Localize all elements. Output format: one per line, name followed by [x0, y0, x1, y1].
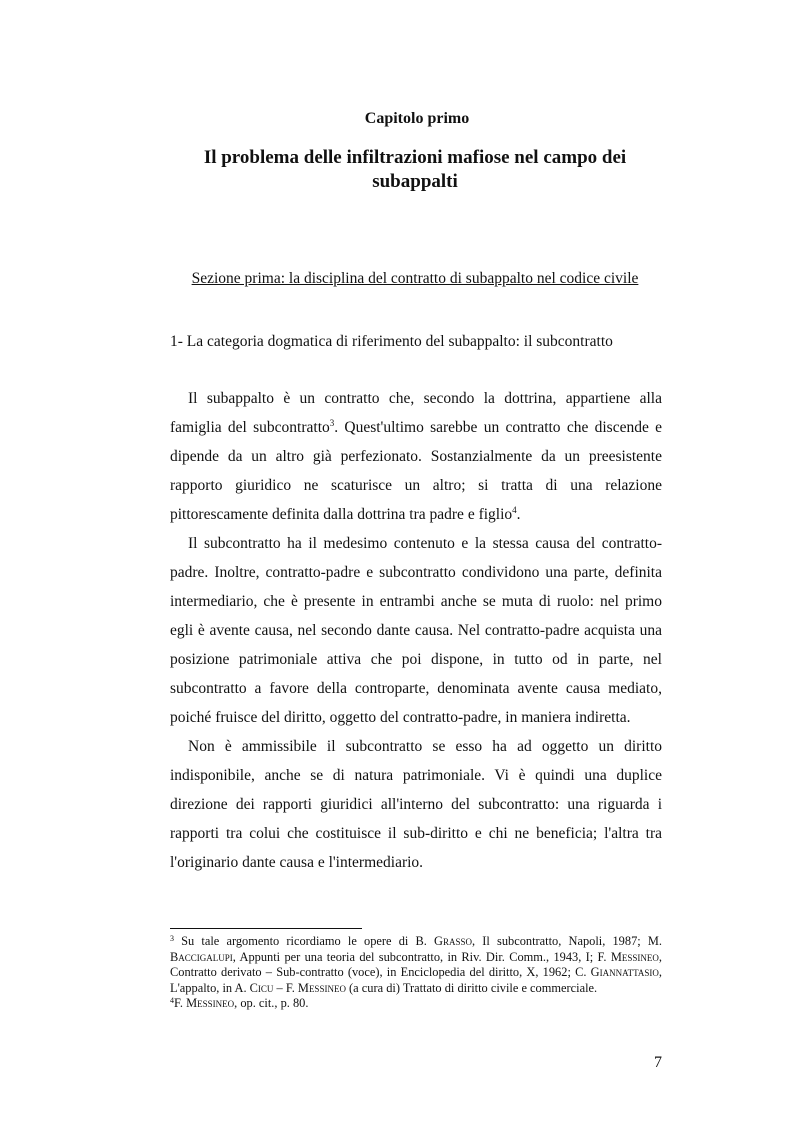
- footnote-separator: [170, 928, 362, 929]
- paragraph-1-text-c: .: [516, 506, 521, 523]
- author-name: Messineo: [186, 996, 235, 1011]
- paragraph-2: Il subcontratto ha il medesimo contenuto e la stessa causa del contratto-padre. Inoltre, contratto-padre e subcontratto condividono una parte, definita intermediario, che è presente in entrambi anche se muta di ruolo: nel primo egli è avente causa, nel secondo dante causa. Nel contratto-padre acquista una posizione patrimoniale attiva che poi dispone, in tutto od in parte, nel subcontratto a favore della controparte, denominata avente causa mediato, poiché fruisce del diritto, oggetto del contratto-padre, in maniera indiretta.: [170, 535, 662, 726]
- section-title: Sezione prima: la disciplina del contratto di subappalto nel codice civile: [191, 270, 639, 287]
- page-number: 7: [654, 1054, 662, 1071]
- paragraph-1-text-b: . Quest'ultimo sarebbe un contratto che discende e dipende da un altro già perfezionato. Sostanzialmente da un preesistente rapporto giuridico ne scaturisce un altro; si tratta di una relazione pittorescamente definita dalla dottrina tra padre e figlio: [170, 419, 662, 523]
- footnote-3-text: , L'appalto, in A.: [170, 965, 662, 995]
- footnote-ref-4: 4: [512, 505, 517, 515]
- footnote-3-text: – F.: [273, 980, 298, 995]
- footnote-3-mark: 3: [170, 934, 174, 943]
- footnote-3-text: , Appunti per una teoria del subcontratto, in Riv. Dir. Comm., 1943, I; F.: [232, 949, 611, 964]
- chapter-title: Il problema delle infiltrazioni mafiose nel campo dei subappalti: [203, 147, 627, 192]
- footnote-3: [170, 934, 662, 996]
- author-name: Giannattasio: [590, 965, 659, 980]
- author-name: Messineo: [297, 980, 346, 995]
- paragraph-1: [170, 384, 662, 529]
- chapter-label: Capitolo primo: [364, 110, 470, 127]
- footnote-3-text: , Il subcontratto, Napoli, 1987; M.: [472, 934, 662, 948]
- footnote-4-text: F.: [174, 996, 187, 1011]
- author-name: Cicu: [249, 980, 274, 995]
- footnote-4-mark: 4: [170, 996, 174, 1006]
- footnote-ref-3: 3: [329, 418, 335, 428]
- author-name: Baccigalupi: [170, 949, 233, 964]
- footnote-3-text: Su tale argomento ricordiamo le opere di B.: [174, 934, 435, 948]
- paragraph-1-text-a: Il subappalto è un contratto che, secondo la dottrina, appartiene alla famiglia del subcontratto: [170, 390, 662, 436]
- paragraph-3: Non è ammissibile il subcontratto se esso ha ad oggetto un diritto indisponibile, anche se di natura patrimoniale. Vi è quindi una duplice direzione dei rapporti giuridici all'interno del subcontratto: una riguarda i rapporti tra colui che costituisce il sub-diritto e chi ne beneficia; l'altra tra l'originario dante causa e l'intermediario.: [170, 738, 662, 871]
- footnote-4: [170, 996, 662, 1012]
- footnotes: [170, 934, 662, 1012]
- footnote-3-text: (a cura di) Trattato di diritto civile e commerciale.: [345, 980, 598, 995]
- subsection-title: 1- La categoria dogmatica di riferimento del subappalto: il subcontratto: [170, 333, 613, 350]
- body-text: [170, 384, 662, 877]
- footnote-4-text: , op. cit., p. 80.: [234, 996, 309, 1011]
- author-name: Grasso: [434, 934, 472, 948]
- footnote-3-text: , Contratto derivato – Sub-contratto (voce), in Enciclopedia del diritto, X, 1962; C.: [170, 949, 662, 980]
- author-name: Messineo: [610, 949, 659, 964]
